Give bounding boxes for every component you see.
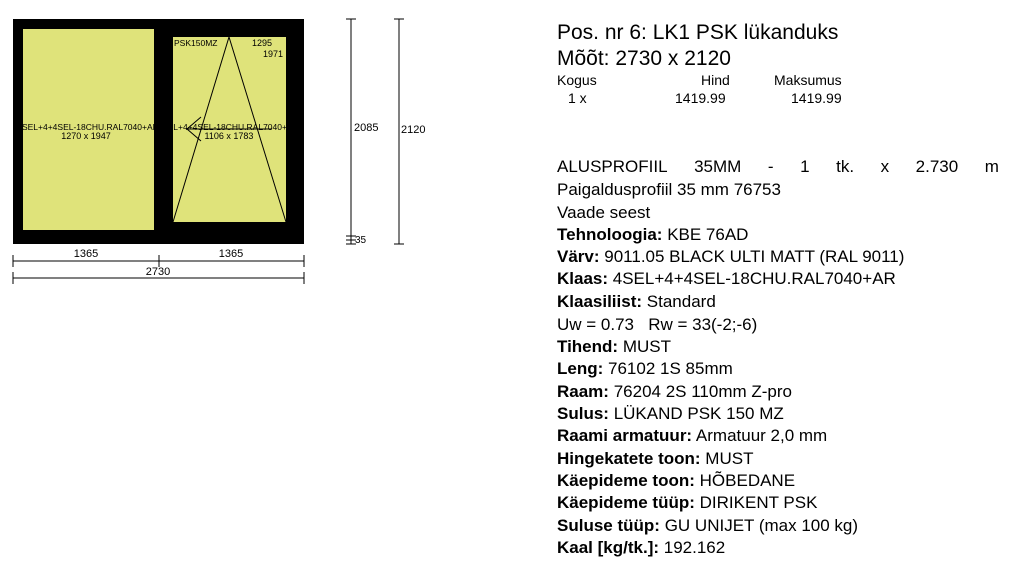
right-pane-glass-text: 4SEL+4+4SEL-18CHU.RAL7040+AR	[157, 122, 299, 132]
price-table-row	[557, 90, 1007, 108]
left-pane-glass-text: 4SEL+4+4SEL-18CHU.RAL7040+AR	[17, 122, 159, 132]
base-profile-line	[557, 157, 999, 177]
position-title: Pos. nr 6: LK1 PSK lükanduks	[557, 21, 839, 44]
left-pane-size-text: 1270 x 1947	[61, 131, 111, 141]
spec-sash: Leng: 76102 1S 85mm	[557, 359, 733, 378]
profile-times: x	[880, 157, 890, 176]
profile-name: ALUSPROFIIL	[557, 157, 668, 176]
total-value: 1419.99	[791, 90, 842, 106]
right-pane-dim-h-text: 1971	[263, 49, 284, 59]
position-measure: Mõõt: 2730 x 2120	[557, 47, 731, 70]
spec-uw-rw: Uw = 0.73 Rw = 33(-2;-6)	[557, 315, 758, 334]
right-pane-dim-w-text: 1295	[252, 38, 273, 48]
qty-label: Kogus	[557, 72, 597, 88]
price-table-header	[557, 72, 1007, 90]
dim-width-right-text: 1365	[218, 248, 244, 260]
profile-length: 2.730	[915, 157, 959, 176]
price-value: 1419.99	[675, 90, 726, 106]
profile-count: 1	[800, 157, 810, 176]
spec-armature: Raami armatuur: Armatuur 2,0 mm	[557, 426, 828, 445]
dim-bottom-small-text: 35	[355, 235, 367, 246]
qty-value: 1 x	[568, 90, 587, 106]
dim-height-outer-text: 2120	[401, 124, 426, 136]
spec-frame: Raam: 76204 2S 110mm Z-pro	[557, 382, 792, 401]
profile-length-unit: m	[984, 157, 999, 176]
spec-technology: Tehnoloogia: KBE 76AD	[557, 225, 749, 244]
spec-color: Värv: 9011.05 BLACK ULTI MATT (RAL 9011)	[557, 247, 905, 266]
price-label: Hind	[701, 72, 730, 88]
right-pane-size-text: 1106 x 1783	[204, 131, 254, 141]
spec-weight: Kaal [kg/tk.]: 192.162	[557, 538, 726, 557]
spec-glass: Klaas: 4SEL+4+4SEL-18CHU.RAL7040+AR	[557, 269, 896, 288]
dim-width-left-text: 1365	[73, 248, 99, 260]
spec-lock: Sulus: LÜKAND PSK 150 MZ	[557, 404, 784, 423]
right-pane-label-text: PSK150MZ	[174, 38, 218, 48]
profile-dash: -	[767, 157, 774, 176]
install-profile: Paigaldusprofiil 35 mm 76753	[557, 180, 781, 199]
spec-handle-color: Käepideme toon: HÕBEDANE	[557, 471, 796, 490]
profile-unit: tk.	[836, 157, 855, 176]
spec-handle-type: Käepideme tüüp: DIRIKENT PSK	[557, 493, 818, 512]
spec-seal: Tihend: MUST	[557, 337, 671, 356]
profile-size: 35MM	[694, 157, 742, 176]
spec-glass-strip: Klaasiliist: Standard	[557, 292, 716, 311]
spec-hinge-color: Hingekatete toon: MUST	[557, 449, 754, 468]
dim-width-total-text: 2730	[145, 266, 171, 278]
dim-height-inner-text: 2085	[354, 122, 379, 134]
total-label: Maksumus	[774, 72, 842, 88]
view-direction: Vaade seest	[557, 203, 651, 222]
spec-lock-type: Suluse tüüp: GU UNIJET (max 100 kg)	[557, 516, 859, 535]
window-drawing	[0, 0, 540, 300]
position-info	[557, 20, 1007, 108]
